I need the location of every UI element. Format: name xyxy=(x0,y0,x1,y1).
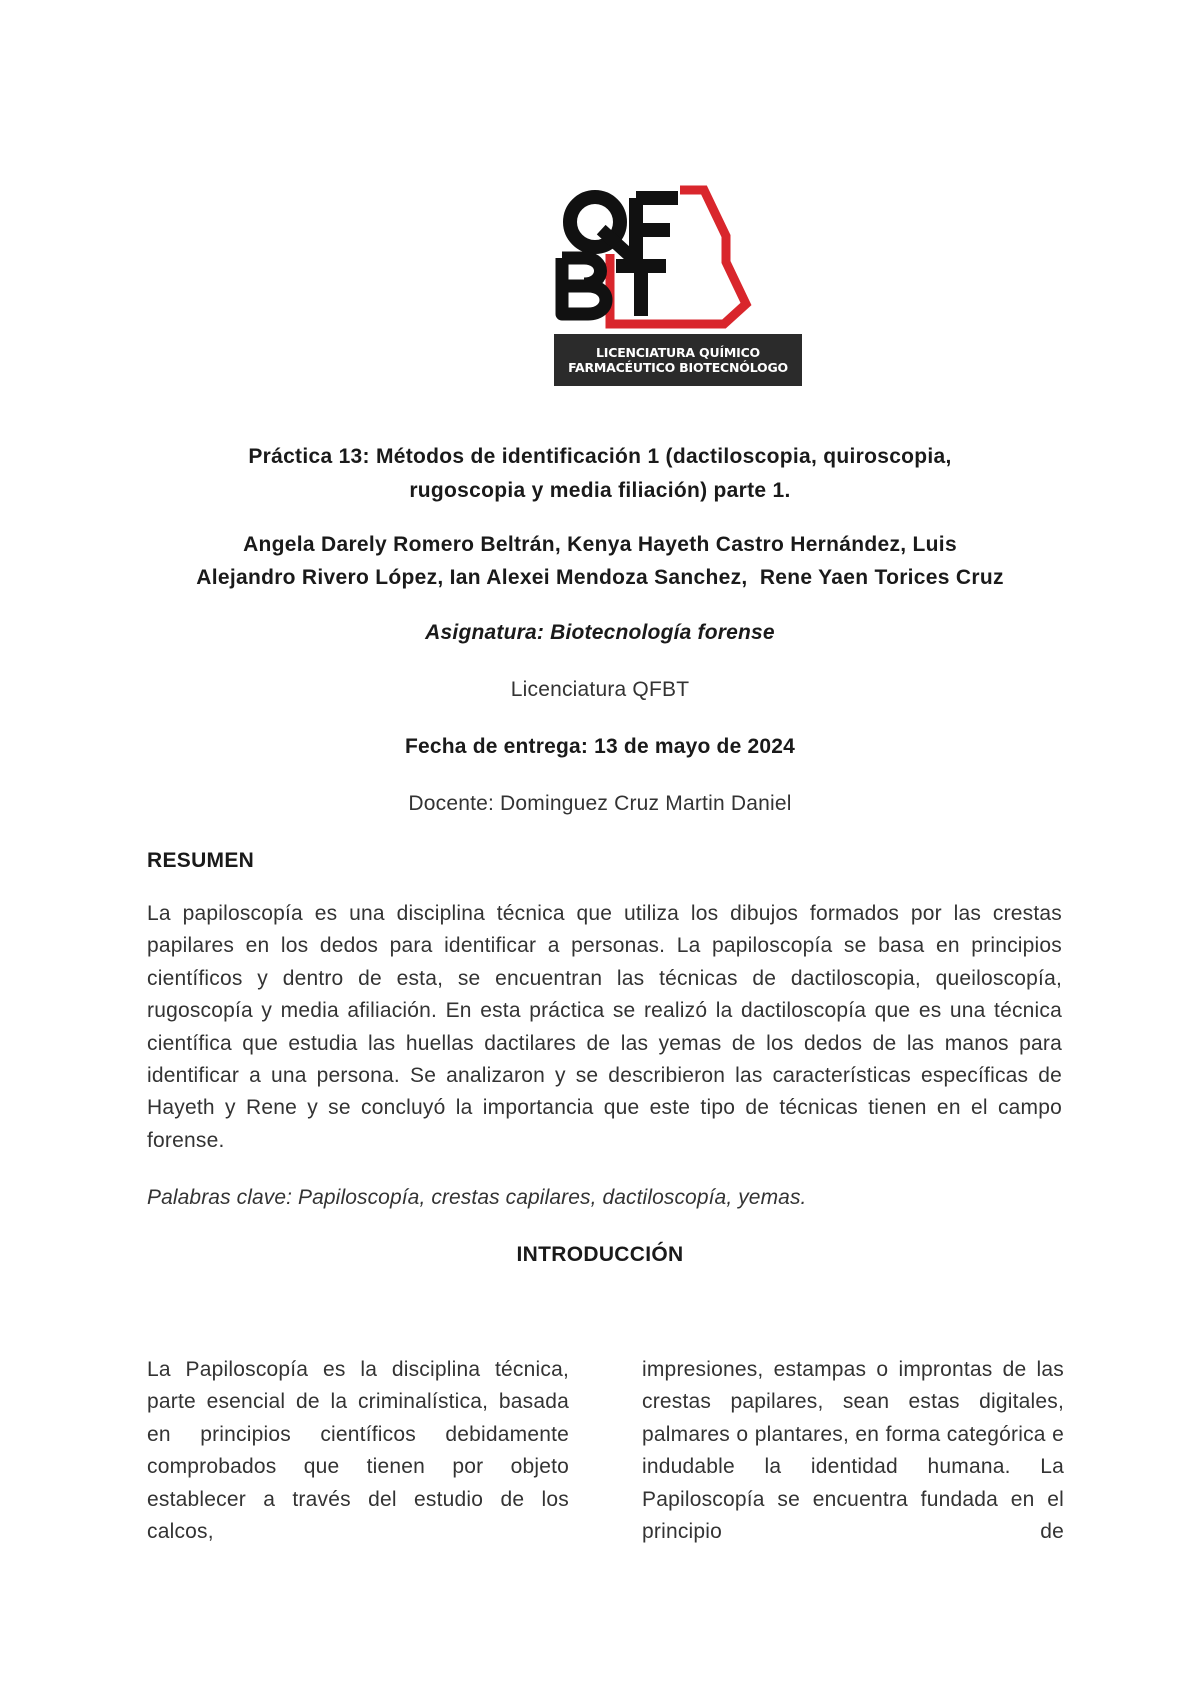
abstract-heading: RESUMEN xyxy=(147,849,255,872)
logo-banner-line-1: LICENCIATURA QUÍMICO xyxy=(596,345,760,360)
qfbt-logo xyxy=(554,184,802,392)
teacher: Docente: Dominguez Cruz Martin Daniel xyxy=(408,792,792,815)
delivery-date: Fecha de entrega: 13 de mayo de 2024 xyxy=(404,735,796,758)
title-line-2: rugoscopia y media filiación) parte 1. xyxy=(409,479,791,502)
introduction-column-left: La Papiloscopía es la disciplina técnica, parte esencial de la criminalística, basada en principios científicos debidamente comprobados que tienen por objeto establecer a través del estudio de los calcos, xyxy=(147,1358,569,1544)
subject: Asignatura: Biotecnología forense xyxy=(425,621,775,644)
document-title xyxy=(120,440,1080,508)
program: Licenciatura QFBT xyxy=(510,678,690,701)
introduction-column-right: impresiones, estampas o improntas de las crestas papilares, sean estas digitales, palmares o plantares, en forma categórica e indudable la identidad humana. La Papiloscopía se encuentra fundada en el principio de xyxy=(642,1358,1064,1544)
logo-banner-line-2: FARMACÉUTICO BIOTECNÓLOGO xyxy=(568,360,788,375)
keywords: Palabras clave: Papiloscopía, crestas capilares, dactiloscopía, yemas. xyxy=(147,1186,807,1209)
authors-line-1: Angela Darely Romero Beltrán, Kenya Hayeth Castro Hernández, Luis xyxy=(243,533,957,556)
authors xyxy=(120,528,1080,594)
introduction-heading: INTRODUCCIÓN xyxy=(516,1243,684,1266)
logo-banner-text xyxy=(554,334,802,386)
abstract-text: La papiloscopía es una disciplina técnica que utiliza los dibujos formados por las crestas papilares en los dedos para identificar a personas. La papiloscopía se basa en principios científicos y dentro de esta, se encuentran las técnicas de dactiloscopia, queiloscopía, rugoscopía y media afiliación. En esta práctica se realizó la dactiloscopía que es una técnica científica que estudia las huellas dactilares de las yemas de los dedos de las manos para identificar a una persona. Se analizaron y se describieron las características específicas de Hayeth y Rene y se concluyó la importancia que este tipo de técnicas tienen en el campo forense. xyxy=(147,902,1062,1152)
authors-line-2: Alejandro Rivero López, Ian Alexei Mendoza Sanchez, Rene Yaen Torices Cruz xyxy=(196,566,1004,589)
title-line-1: Práctica 13: Métodos de identificación 1 (dactiloscopia, quiroscopia, xyxy=(248,445,952,468)
